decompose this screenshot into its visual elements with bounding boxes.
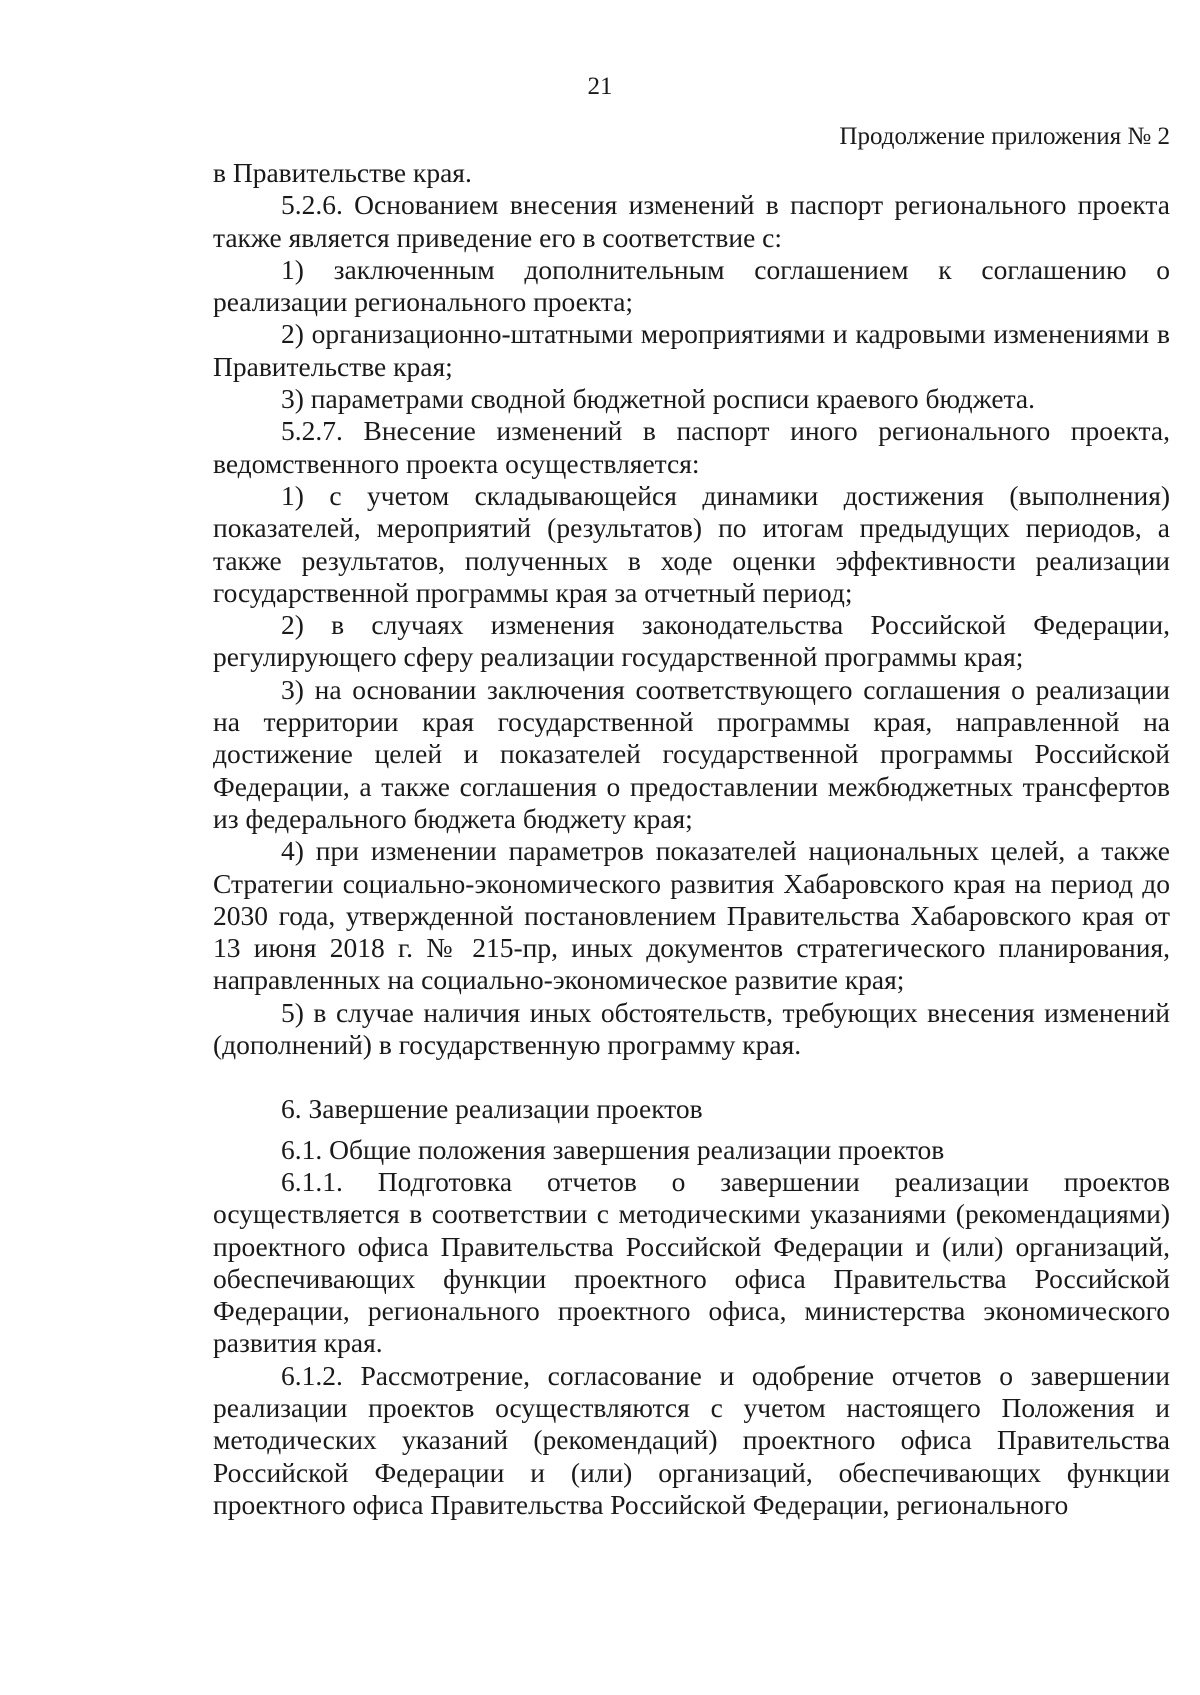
page-number: 21 [587,73,613,100]
paragraph-continuation: в Правительстве края. [213,157,472,188]
paragraph-5-2-6: 5.2.6. Основанием внесения изменений в паспорт регионального проекта также является приведение его в соответствие с: [213,189,1170,253]
paragraph-5-2-7-item-5: 5) в случае наличия иных обстоятельств, требующих внесения изменений (дополнений) в государственную программу края. [213,996,1170,1061]
subsection-heading-6-1: 6.1. Общие положения завершения реализации проектов [281,1133,945,1165]
paragraph-5-2-6-item-1: 1) заключенным дополнительным соглашением к соглашению о реализации регионального проекта; [213,253,1170,318]
paragraph-5-2-6-item-3: 3) параметрами сводной бюджетной росписи краевого бюджета. [281,383,1035,415]
section-heading-6: 6. Завершение реализации проектов [281,1093,703,1125]
paragraph-5-2-7-item-1: 1) с учетом складывающейся динамики достижения (выполнения) показателей, мероприятий (результатов) по итогам предыдущих периодов, а также результатов, полученных в ходе оценки эффективности реализации государственной программы края за отчетный период; [213,479,1170,608]
paragraph-5-2-7: 5.2.7. Внесение изменений в паспорт иного регионального проекта, ведомственного проекта осуществляется: [213,415,1170,479]
paragraph-5-2-7-item-2: 2) в случаях изменения законодательства Российской Федерации, регулирующего сферу реализации государственной программы края; [213,609,1170,673]
document-body [213,157,1170,1521]
paragraph-5-2-7-item-4: 4) при изменении параметров показателей национальных целей, а также Стратегии социально-экономического развития Хабаровского края на период до 2030 года, утвержденной постановлением Правительства Хабаровского края от 13 июня 2018 г. № 215-пр, иных документов стратегического планирования, направленных на социально-экономическое развитие края; [213,835,1170,996]
paragraph-5-2-6-item-2: 2) организационно-штатными мероприятиями и кадровыми изменениями в Правительстве края; [213,318,1170,382]
paragraph-5-2-7-item-3: 3) на основании заключения соответствующего соглашения о реализации на территории края государственной программы края, направленной на достижение целей и показателей государственной программы Российской Федерации, а также соглашения о предоставлении межбюджетных трансфертов из федерального бюджета бюджету края; [213,673,1170,834]
paragraph-6-1-2: 6.1.2. Рассмотрение, согласование и одобрение отчетов о завершении реализации проектов осуществляются с учетом настоящего Положения и методических указаний (рекомендаций) проектного офиса Правительства Российской Федерации и (или) организаций, обеспечивающих функции проектного офиса Правительства Российской Федерации, регионального [213,1359,1170,1520]
appendix-continuation-note: Продолжение приложения № 2 [839,123,1170,150]
paragraph-6-1-1: 6.1.1. Подготовка отчетов о завершении реализации проектов осуществляется в соответствии с методическими указаниями (рекомендациями) проектного офиса Правительства Российской Федерации и (или) организаций, обеспечивающих функции проектного офиса Правительства Российской Федерации, регионального проектного офиса, министерства экономического развития края. [213,1165,1170,1359]
